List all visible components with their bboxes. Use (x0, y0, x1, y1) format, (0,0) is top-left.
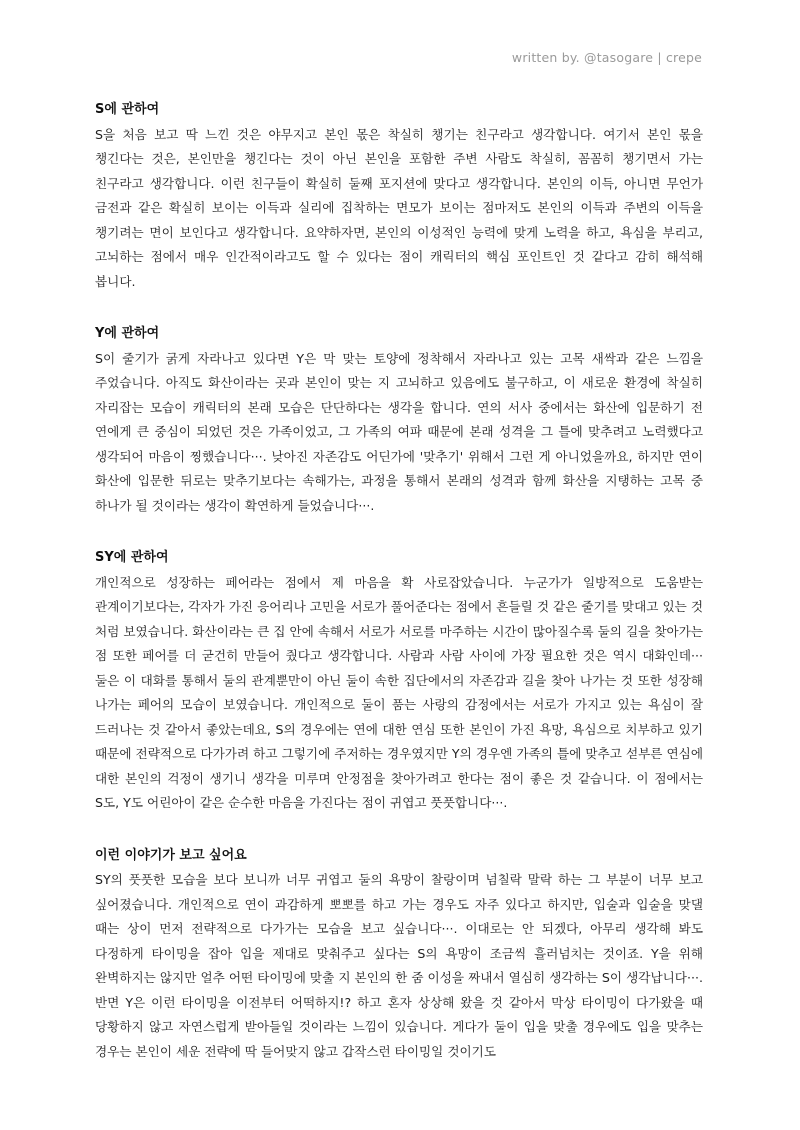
section-heading: Y에 관하여 (95, 326, 160, 341)
section-paragraph: S을 처음 보고 딱 느낀 것은 야무지고 본인 몫은 착실히 챙기는 친구라고 생각합니다. 여기서 본인 몫을 챙긴다는 것은, 본인만을 챙긴다는 것이 아닌 본인을 포함한 주변 사람도 착실히, 꼼꼼히 챙기면서 가는 친구라고 생각합니다. 이런 친구들이 확실히 둘째 포지션에 맞다고 생각합니다. 본인의 이득, 아니면 무언가 금전과 같은 확실히 보이는 이득과 실리에 집착하는 면모가 보이는 점마저도 본인의 이득과 주변의 이득을 챙기려는 면이 보인다고 생각합니다. 요약하자면, 본인의 이성적인 능력에 맞게 노력을 하고, 욕심을 부리고, 고뇌하는 점에서 매우 인간적이라고도 할 수 있다는 점이 캐릭터의 핵심 포인트인 것 같다고 감히 해석해 봅니다. (95, 126, 703, 289)
section-paragraph: S이 줄기가 굵게 자라나고 있다면 Y은 막 맞는 토양에 정착해서 자라나고 있는 고목 새싹과 같은 느낌을 주었습니다. 아직도 화산이라는 곳과 본인이 맞는 지 고뇌하고 있음에도 불구하고, 이 새로운 환경에 착실히 자리잡는 모습이 캐릭터의 본래 모습은 단단하다는 생각을 합니다. 연의 서사 중에서는 화산에 입문하기 전 연에게 큰 중심이 되었던 것은 가족이었고, 그 가족의 여파 때문에 본래 성격을 그 틀에 맞추려고 노력했다고 생각되어 마음이 찡했습니다···. 낮아진 자존감도 어딘가에 '맞추기' 위해서 그런 게 아니었을까요, 하지만 연이 화산에 입문한 뒤로는 맞추기보다는 속해가는, 과정을 통해서 본래의 성격과 함께 화산을 지탱하는 고목 중 하나가 될 것이라는 생각이 확연하게 들었습니다···. (95, 350, 703, 513)
document-body (95, 98, 703, 1092)
section-sy (95, 546, 703, 816)
section-wishes (95, 844, 703, 1065)
section-paragraph: SY의 풋풋한 모습을 보다 보니까 너무 귀엽고 둘의 욕망이 찰랑이며 넘칠락 말락 하는 그 부분이 너무 보고 싶어졌습니다. 개인적으로 연이 과감하게 뽀뽀를 하고 가는 경우도 자주 있다고 하지만, 입술과 입술을 맞댈 때는 상이 먼저 전략적으로 다가가는 모습을 보고 싶습니다···. 이대로는 안 되겠다, 아무리 생각해 봐도 다정하게 타이밍을 잡아 입을 제대로 맞춰주고 싶다는 S의 욕망이 조금씩 흘러넘치는 것이죠. Y을 위해 완벽하지는 않지만 얼추 어떤 타이밍에 맞출 지 본인의 한 줌 이성을 짜내서 열심히 생각하는 S이 생각납니다···. 반면 Y은 이런 타이밍을 이전부터 어떡하지!? 하고 혼자 상상해 왔을 것 같아서 막상 타이밍이 다가왔을 때 당황하지 않고 자연스럽게 받아들일 것이라는 느낌이 있습니다. 게다가 둘이 입을 맞출 경우에도 입을 맞추는 경우는 본인이 세운 전략에 딱 들어맞지 않고 갑작스런 타이밍일 것이기도 (95, 872, 703, 1059)
section-s (95, 98, 703, 294)
author-byline: written by. @tasogare | crepe (511, 50, 702, 65)
section-heading: SY에 관하여 (95, 550, 169, 565)
section-heading: 이런 이야기가 보고 싶어요 (95, 847, 247, 863)
section-heading: S에 관하여 (95, 102, 160, 117)
section-paragraph: 개인적으로 성장하는 페어라는 점에서 제 마음을 확 사로잡았습니다. 누군가가 일방적으로 도움받는 관계이기보다는, 각자가 가진 응어리나 고민을 서로가 풀어준다는 점에서 흔들릴 것 같은 줄기를 맞대고 있는 것 처럼 보였습니다. 화산이라는 큰 집 안에 속해서 서로가 서로를 마주하는 시간이 많아질수록 둘의 길을 찾아가는 점 또한 페어를 더 굳건히 만들어 줬다고 생각합니다. 사람과 사람 사이에 가장 필요한 것은 역시 대화인데··· 둘은 이 대화를 통해서 둘의 관계뿐만이 아닌 둘이 속한 집단에서의 자존감과 길을 찾아 나가는 것 또한 성장해 나가는 페어의 모습이 보였습니다. 개인적으로 둘이 품는 사랑의 감정에서는 서로가 가지고 있는 욕심이 잘 드러나는 것 같아서 좋았는데요, S의 경우에는 연에 대한 연심 또한 본인이 가진 욕망, 욕심으로 치부하고 있기 때문에 전략적으로 다가가려 하고 그렇기에 주저하는 경우였지만 Y의 경우엔 가족의 틀에 맞추고 섣부른 연심에 대한 본인의 걱정이 생기니 생각을 미루며 안정점을 찾아가려고 한다는 점이 좋은 것 같습니다. 이 점에서는 S도, Y도 어린아이 같은 순수한 마음을 가진다는 점이 귀엽고 풋풋합니다···. (95, 574, 703, 810)
section-y (95, 322, 703, 518)
